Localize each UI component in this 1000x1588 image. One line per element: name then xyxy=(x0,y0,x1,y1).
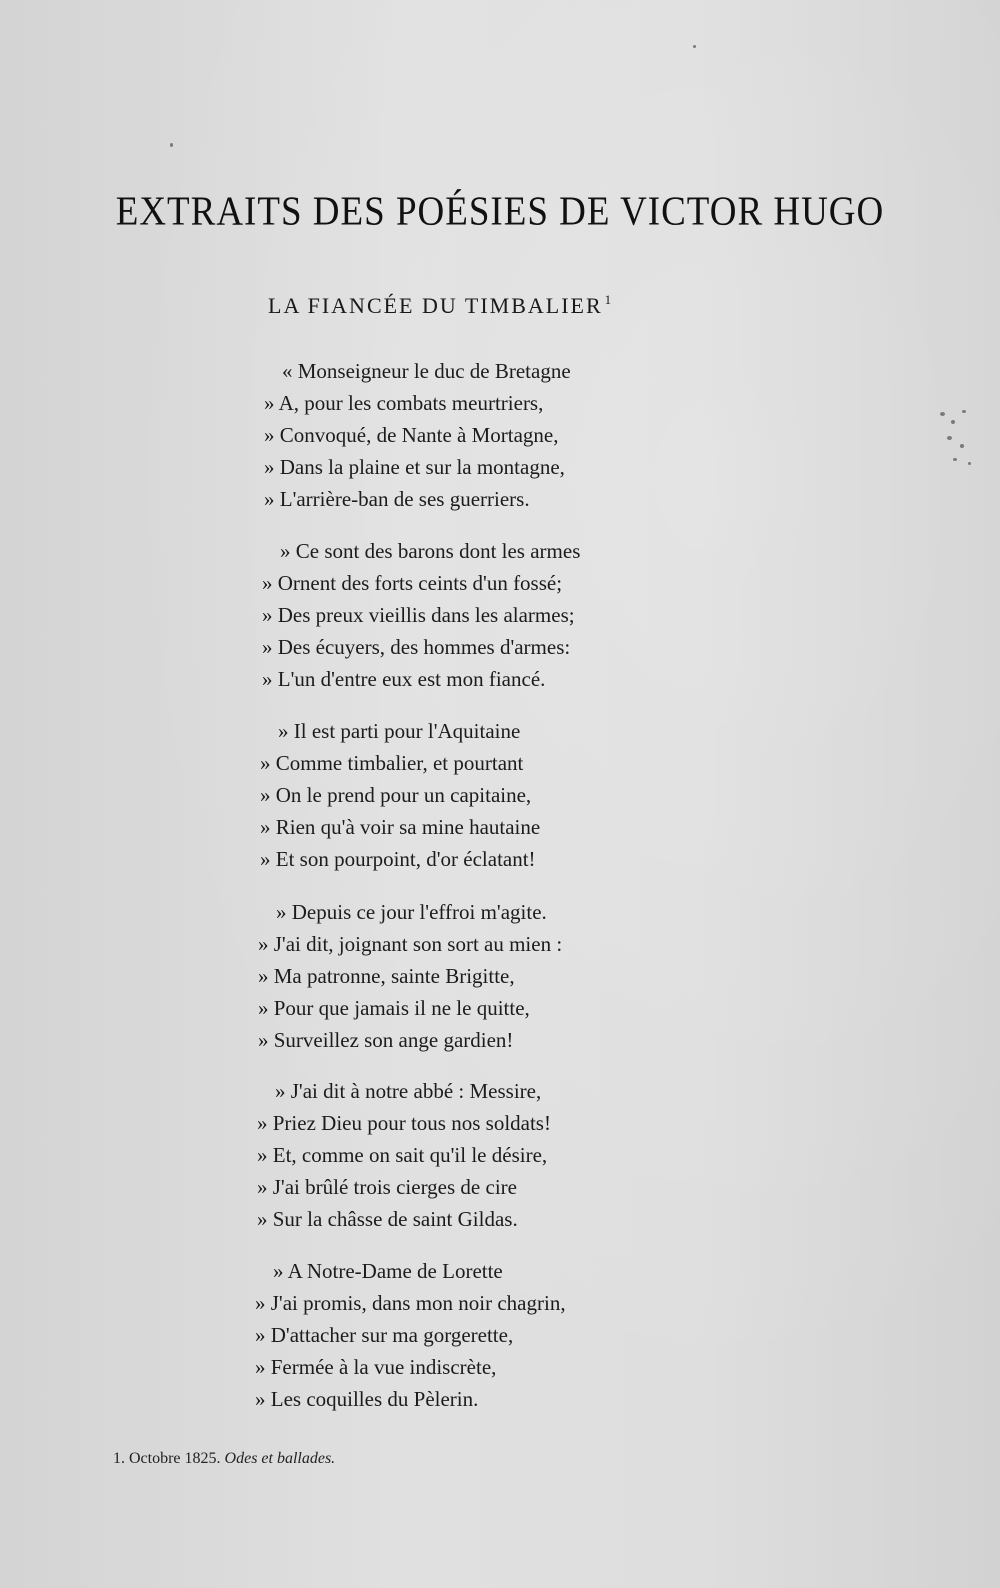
verse-line: » L'un d'entre eux est mon fiancé. xyxy=(262,667,546,691)
verse-line: » Les coquilles du Pèlerin. xyxy=(255,1387,479,1411)
poem-title xyxy=(268,292,611,319)
verse-line: » Fermée à la vue indiscrète, xyxy=(255,1355,497,1379)
verse-line: » Rien qu'à voir sa mine hautaine xyxy=(260,815,541,839)
stanza-2 xyxy=(262,535,580,695)
verse-line: » Convoqué, de Nante à Mortagne, xyxy=(264,423,559,447)
footnote-source: Odes et ballades. xyxy=(224,1450,336,1467)
verse-line: » Ce sont des barons dont les armes xyxy=(280,539,581,563)
verse-line: » J'ai brûlé trois cierges de cire xyxy=(257,1175,517,1199)
footnote-date: Octobre 1825. xyxy=(129,1450,221,1467)
verse-line: « Monseigneur le duc de Bretagne xyxy=(282,359,571,383)
verse-line: » J'ai dit, joignant son sort au mien : xyxy=(258,932,563,956)
verse-line: » Sur la châsse de saint Gildas. xyxy=(257,1207,518,1231)
verse-line: » L'arrière-ban de ses guerriers. xyxy=(264,487,530,511)
footnote-marker: 1 xyxy=(604,292,612,307)
stanza-4 xyxy=(258,896,562,1056)
verse-line: » Des preux vieillis dans les alarmes; xyxy=(262,603,575,627)
verse-line: » Des écuyers, des hommes d'armes: xyxy=(262,635,571,659)
verse-line: » Dans la plaine et sur la montagne, xyxy=(264,455,565,479)
verse-line: » J'ai dit à notre abbé : Messire, xyxy=(275,1079,542,1103)
verse-line: » Comme timbalier, et pourtant xyxy=(260,751,524,775)
page-title: EXTRAITS DES POÉSIES DE VICTOR HUGO xyxy=(115,188,885,235)
footnote xyxy=(113,1450,335,1468)
verse-line: » D'attacher sur ma gorgerette, xyxy=(255,1323,514,1347)
verse-line: » Et, comme on sait qu'il le désire, xyxy=(257,1143,548,1167)
poem-title-text: LA FIANCÉE DU TIMBALIER xyxy=(268,293,603,318)
verse-line: » Ma patronne, sainte Brigitte, xyxy=(258,964,515,988)
footnote-number: 1. xyxy=(113,1450,125,1467)
stanza-1 xyxy=(264,355,571,515)
verse-line: » Depuis ce jour l'effroi m'agite. xyxy=(276,900,547,924)
stanza-5 xyxy=(257,1075,551,1235)
verse-line: » J'ai promis, dans mon noir chagrin, xyxy=(255,1291,566,1315)
stanza-3 xyxy=(260,715,540,875)
verse-line: » Ornent des forts ceints d'un fossé; xyxy=(262,571,563,595)
verse-line: » A Notre-Dame de Lorette xyxy=(273,1259,503,1283)
verse-line: » Il est parti pour l'Aquitaine xyxy=(278,719,521,743)
stanza-6 xyxy=(255,1255,566,1415)
verse-line: » Et son pourpoint, d'or éclatant! xyxy=(260,847,536,871)
verse-line: » Surveillez son ange gardien! xyxy=(258,1028,514,1052)
verse-line: » Pour que jamais il ne le quitte, xyxy=(258,996,530,1020)
verse-line: » On le prend pour un capitaine, xyxy=(260,783,532,807)
verse-line: » A, pour les combats meurtriers, xyxy=(264,391,544,415)
verse-line: » Priez Dieu pour tous nos soldats! xyxy=(257,1111,551,1135)
